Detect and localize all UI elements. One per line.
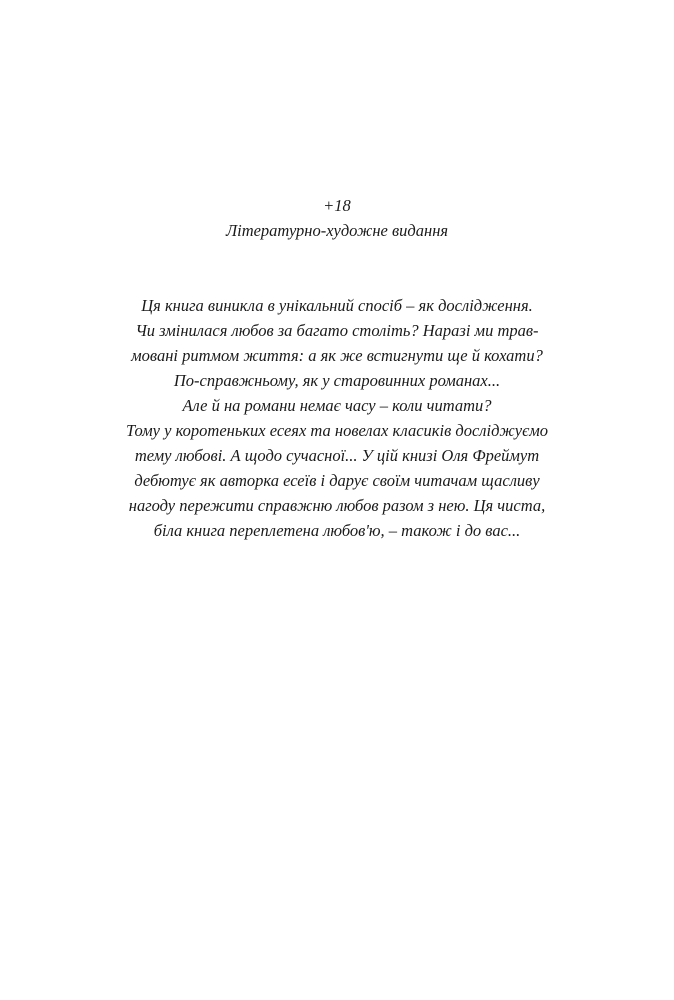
annotation-line: Чи змінилася любов за багато століть? Наразі ми трав- <box>135 321 539 340</box>
annotation-line: По-справжньому, як у старовинних романах... <box>173 371 501 390</box>
edition-type: Літературно-художне видання <box>225 221 449 240</box>
book-annotation <box>100 293 574 543</box>
annotation-line: біла книга переплетена любов'ю, – також і до вас... <box>153 521 521 540</box>
annotation-line: Але й на романи немає часу – коли читати? <box>182 396 492 415</box>
annotation-line: дебютує як авторка есеїв і дарує своїм читачам щасливу <box>134 471 540 490</box>
annotation-line: нагоду пережити справжню любов разом з нею. Ця чиста, <box>128 496 546 515</box>
annotation-line: Тому у коротеньких есеях та новелах класиків досліджуємо <box>125 421 549 440</box>
annotation-line: мовані ритмом життя: а як же встигнути ще й кохати? <box>131 346 543 365</box>
annotation-line: тему любові. А щодо сучасної... У цій книзі Оля Фреймут <box>134 446 540 465</box>
age-rating: +18 <box>323 196 351 215</box>
annotation-line: Ця книга виникла в унікальний спосіб – як дослідження. <box>141 296 533 315</box>
